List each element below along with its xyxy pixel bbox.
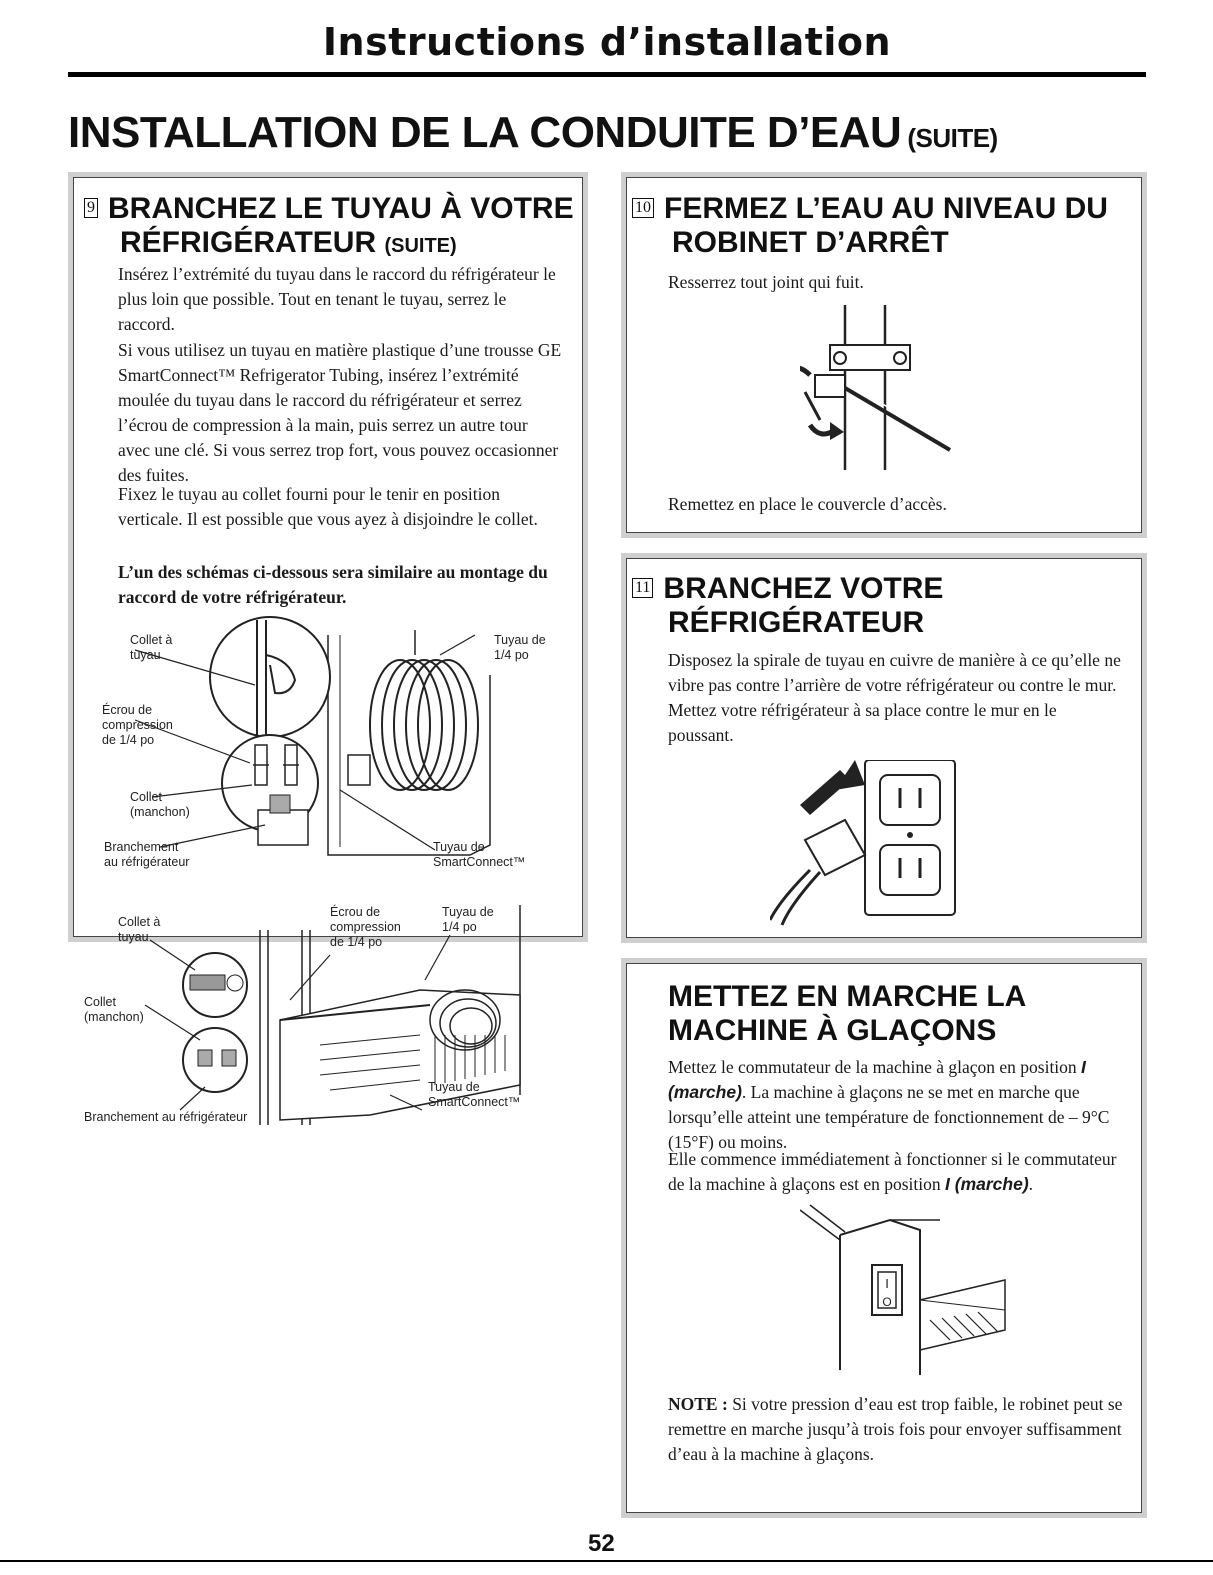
step11-title-line2: RÉFRIGÉRATEUR	[668, 606, 925, 639]
d1-label-branchement: Branchement au réfrigérateur	[104, 840, 190, 869]
step10-heading	[632, 192, 1108, 260]
step11-p1: Disposez la spirale de tuyau en cuivre de manière à ce qu’elle ne vibre pas contre l’arrière de votre réfrigérateur ou contre le mur. Mettez votre réfrigérateur à sa place contre le mur en le poussant.	[668, 650, 1121, 745]
d2-label-collet-manchon: Collet (manchon)	[84, 995, 144, 1024]
section-title-text: INSTALLATION DE LA CONDUITE D’EAU	[68, 108, 902, 157]
step9-p4-text: L’un des schémas ci-dessous sera similaire au montage du raccord de votre réfrigérateur.	[118, 562, 548, 607]
d2-label-collet-tuyau: Collet à tuyau	[118, 915, 161, 944]
d2-label-ecrou: Écrou de compression de 1/4 po	[330, 905, 401, 949]
step11-outlet-plug-illustration	[770, 760, 970, 930]
icemaker-p2: Elle commence immédiatement à fonctionner si le commutateur de la machine à glaçons est en position I (marche).	[668, 1149, 1117, 1194]
d1-label-ecrou: Écrou de compression de 1/4 po	[102, 703, 173, 747]
step9-heading	[84, 192, 574, 263]
section-title-suite: (SUITE)	[907, 123, 998, 153]
icemaker-switch-illustration	[800, 1200, 1020, 1375]
step10-title-line2: ROBINET D’ARRÊT	[672, 226, 949, 259]
step9-title-line1: BRANCHEZ LE TUYAU À VOTRE	[108, 192, 574, 225]
step9-p3: Fixez le tuyau au collet fourni pour le tenir en position verticale. Il est possible que vous ayez à disjoindre le collet.	[118, 484, 538, 529]
note-label: NOTE :	[668, 1394, 728, 1414]
step9-title-suite: (SUITE)	[384, 235, 457, 257]
step9-p2: Si vous utilisez un tuyau en matière plastique d’une trousse GE SmartConnect™ Refrigerator Tubing, insérez l’extrémité moulée du tuyau dans le raccord du réfrigérateur et serrez l’écrou de compression à la main, puis serrez un autre tour avec une clé. Si vous serrez trop fort, vous pouvez occasionner des fuites.	[118, 340, 562, 485]
header-rule	[68, 72, 1146, 77]
switch-on-mark: I	[885, 1276, 889, 1291]
section-title	[68, 108, 998, 158]
d2-label-branchement: Branchement au réfrigérateur	[84, 1110, 248, 1124]
step9-title-line2: RÉFRIGÉRATEUR	[120, 226, 377, 259]
step10-number: 10	[632, 198, 654, 218]
d2-label-tuyau-smart: Tuyau de SmartConnect™	[428, 1080, 521, 1109]
step10-p1: Resserrez tout joint qui fuit.	[668, 272, 864, 292]
icemaker-title-line2: MACHINE À GLAÇONS	[668, 1014, 997, 1047]
step11-heading	[632, 572, 943, 640]
icemaker-p1: Mettez le commutateur de la machine à glaçon en position I (marche). La machine à glaçons ne se met en marche que lorsqu’elle atteint une température de fonctionnement de – 9°C (15°F) ou moins.	[668, 1057, 1110, 1152]
page-header: Instructions d’installation	[322, 20, 892, 64]
d1-label-collet-tuyau: Collet à tuyau	[130, 633, 173, 662]
bottom-rule	[0, 1560, 1213, 1562]
step10-title-line1: FERMEZ L’EAU AU NIVEAU DU	[664, 192, 1108, 225]
note-text: Si votre pression d’eau est trop faible, le robinet peut se remettre en marche jusqu’à trois fois pour envoyer suffisamment d’eau à la machine à glaçons.	[668, 1394, 1123, 1464]
step11-title-line1: BRANCHEZ VOTRE	[663, 572, 944, 605]
step10-shutoff-valve-illustration	[800, 300, 980, 480]
icemaker-note	[668, 1392, 1123, 1467]
d1-label-tuyau-smart: Tuyau de SmartConnect™	[433, 840, 526, 869]
switch-off-mark: O	[882, 1295, 892, 1309]
step11-number: 11	[632, 578, 653, 598]
d2-label-tuyau-quart: Tuyau de 1/4 po	[442, 905, 494, 934]
d1-label-collet-manchon: Collet (manchon)	[130, 790, 190, 819]
step10-p2: Remettez en place le couvercle d’accès.	[668, 494, 947, 514]
step9-p4	[118, 560, 568, 610]
step9-number: 9	[84, 198, 98, 218]
d1-label-tuyau-quart: Tuyau de 1/4 po	[494, 633, 546, 662]
icemaker-heading	[668, 980, 1026, 1048]
step9-p1: Insérez l’extrémité du tuyau dans le raccord du réfrigérateur le plus loin que possible. Tout en tenant le tuyau, serrez le raccord.	[118, 264, 556, 334]
icemaker-title-line1: METTEZ EN MARCHE LA	[668, 980, 1027, 1013]
page-number: 52	[588, 1530, 615, 1557]
